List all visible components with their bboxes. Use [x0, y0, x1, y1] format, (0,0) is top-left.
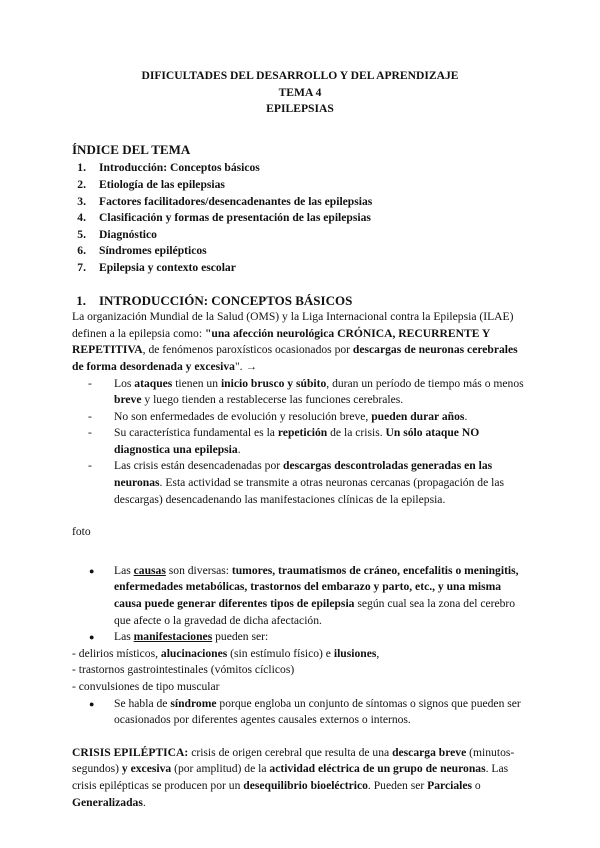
index-item: 3. Factores facilitadores/desencadenantes de las epilepsias: [77, 194, 373, 208]
spacer: [72, 508, 528, 524]
index-item: 2. Etiología de las epilepsias: [77, 177, 225, 191]
index-item: 7. Epilepsia y contexto escolar: [77, 260, 236, 274]
document-title: [72, 68, 528, 118]
index-heading: ÍNDICE DEL TEMA: [72, 141, 191, 157]
list-item: - Las crisis están desencadenadas por descargas descontroladas generadas en las neuronas. Esta actividad se transmite a otras neuronas cercanas (propagación de las descargas) desencadenando las manifestaciones clínicas de la epilepsia.: [88, 459, 504, 506]
section-heading: 1. INTRODUCCIÓN: CONCEPTOS BÁSICOS: [76, 292, 353, 308]
topic-number: TEMA 4: [278, 85, 322, 99]
list-item: ● Las manifestaciones pueden ser:: [89, 630, 269, 644]
list-item: ● Las causas son diversas: tumores, traumatismos de cráneo, encefalitis o meningitis, enfermedades metabólicas, trastornos del embarazo y parto, etc., y una misma causa puede generar diferentes tipos de epilepsia según cual sea la zona del cerebro que afecte o la gravedad de dicha afectación.: [89, 563, 519, 627]
list-item: - trastornos gastrointestinales (vómitos cíclicos): [72, 663, 295, 677]
list-item: - Su característica fundamental es la repetición de la crisis. Un sólo ataque NO diagnostica una epilepsia.: [88, 426, 480, 456]
list-item: - delirios místicos, alucinaciones (sin estímulo físico) e ilusiones,: [72, 646, 380, 660]
index-item: 6. Síndromes epilépticos: [77, 244, 207, 258]
photo-placeholder-text: foto: [72, 525, 91, 539]
index-item: 4. Clasificación y formas de presentación de las epilepsias: [77, 211, 371, 225]
index-item: 1. Introducción: Conceptos básicos: [77, 161, 260, 175]
topic-title: EPILEPSIAS: [266, 102, 334, 116]
course-title: DIFICULTADES DEL DESARROLLO Y DEL APRENDIZAJE: [141, 69, 459, 82]
index-list: [72, 160, 528, 276]
syndrome-list: [72, 696, 528, 729]
definition-paragraph: La organización Mundial de la Salud (OMS) y la Liga Internacional contra la Epilepsia (ILAE) definen a la epilepsia como: "una afección neurológica CRÓNICA, RECURRENTE Y REPETITIVA, de fenómenos paroxísticos ocasionados por descargas de neuronas cerebrales de forma desordenada y excesiva". →: [72, 310, 518, 373]
index-item: 5. Diagnóstico: [77, 227, 157, 241]
list-item: - No son enfermedades de evolución y resolución breve, pueden durar años.: [88, 409, 468, 423]
spacer: [72, 729, 528, 745]
manifestations-list: [72, 646, 528, 696]
spacer: [72, 541, 528, 563]
list-item: - convulsiones de tipo muscular: [72, 680, 220, 693]
causes-list: [72, 563, 528, 646]
crisis-definition-paragraph: CRISIS EPILÉPTICA: crisis de origen cerebral que resulta de una descarga breve (minutos-segundos) y excesiva (por amplitud) de la actividad eléctrica de un grupo de neuronas. Las crisis epilépticas se producen por un desequilibrio bioeléctrico. Pueden ser Parciales o Generalizadas.: [72, 745, 515, 809]
list-item: - Los ataques tienen un inicio brusco y súbito, duran un período de tiempo más o menos breve y luego tienden a restablecerse las funciones cerebrales.: [88, 376, 524, 407]
characteristics-list: [72, 376, 528, 509]
list-item: ● Se habla de síndrome porque engloba un conjunto de síntomas o signos que pueden ser ocasionados por diferentes agentes causales externos o internos.: [89, 696, 521, 727]
